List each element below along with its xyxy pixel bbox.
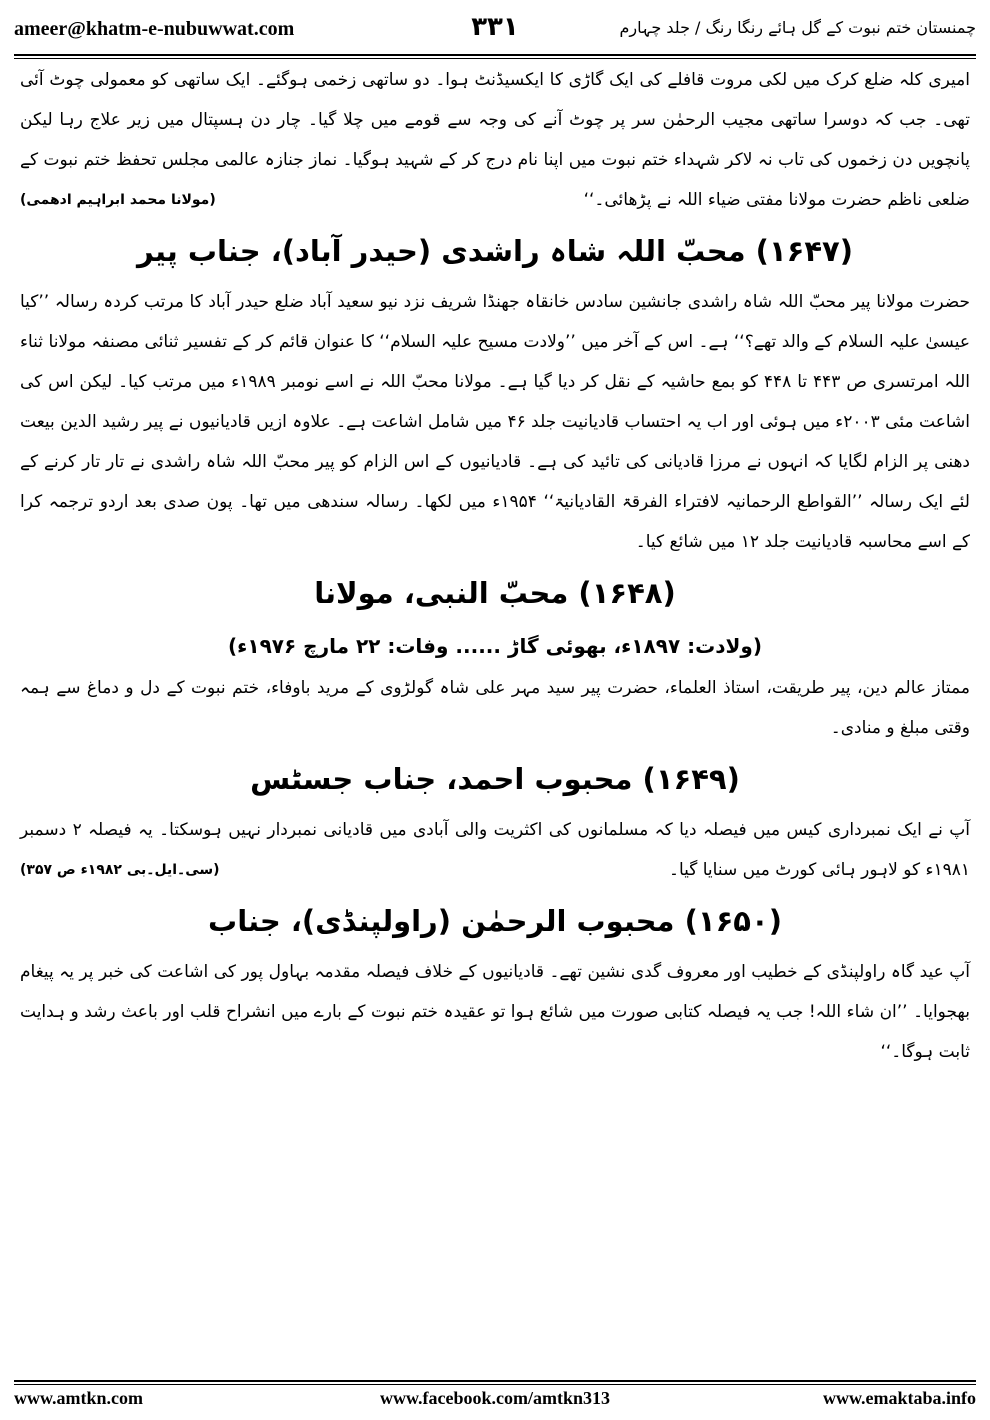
intro-citation: (مولانا محمد ابراہیم ادھمی)	[20, 192, 216, 208]
footer-link-emaktaba[interactable]: www.emaktaba.info	[822, 1388, 976, 1408]
entry-paragraph-1650: آپ عید گاہ راولپنڈی کے خطیب اور معروف گدی نشین تھے۔ قادیانیوں کے خلاف فیصلہ مقدمہ بہاول پور کی اشاعت کی خبر پر یہ پیغام بھجوایا۔ ’’ان شاء اللہ! جب یہ فیصلہ کتابی صورت میں شائع ہوا تو عقیدہ ختم نبوت کے بارے میں انشراح قلب اور باعث رشد و ہدایت ثابت ہوگا۔‘‘	[20, 962, 970, 1062]
entry-paragraph-1649	[20, 810, 970, 890]
entry-dates-1648: (ولادت: ۱۸۹۷ء، بھوئی گاڑ ...... وفات: ۲۲ مارچ ۱۹۷۶ء)	[227, 634, 762, 658]
header-rule-thin	[14, 58, 976, 59]
header-rule	[14, 54, 976, 56]
page-number: ۳۳۱	[471, 12, 519, 42]
entry-heading-1649: (۱۶۴۹) محبوب احمد، جناب جسٹس	[250, 762, 740, 796]
intro-paragraph	[20, 60, 970, 220]
page-body	[20, 60, 970, 1072]
header-email: ameer@khatm-e-nubuwwat.com	[14, 18, 295, 40]
intro-text: امیری کلہ ضلع کرک میں لکی مروت قافلے کی ایک گاڑی کا ایکسیڈنٹ ہوا۔ دو ساتھی زخمی ہوگئے۔ ایک ساتھی کو معمولی چوٹ آئی تھی۔ جب کہ دوسرا ساتھی مجیب الرحمٰن سر پر چوٹ آنے کی وجہ سے قومے میں چلا گیا۔ چار دن ہسپتال میں زیر علاج رہا لیکن پانچویں دن زخموں کی تاب نہ لاکر شہداء ختم نبوت میں اپنا نام درج کر کے شہید ہوگیا۔ نماز جنازہ عالمی مجلس تحفظ ختم نبوت کے ضلعی ناظم حضرت مولانا مفتی ضیاء اللہ نے پڑھائی۔‘‘	[20, 70, 970, 210]
entry-paragraph-1647: حضرت مولانا پیر محبّ اللہ شاہ راشدی جانشین سادس خانقاہ جھنڈا شریف نزد نیو سعید آباد ضلع حیدر آباد کا مرتب کردہ رسالہ ’’کیا عیسیٰ علیہ السلام کے والد تھے؟‘‘ ہے۔ اس کے آخر میں ’’ولادت مسیح علیہ السلام‘‘ کا عنوان قائم کر کے تفسیر ثنائی مصنفہ مولانا ثناء اللہ امرتسری ص ۴۴۳ تا ۴۴۸ کو بمع حاشیہ کے نقل کر دیا گیا ہے۔ مولانا محبّ اللہ نے اسے نومبر ۱۹۸۹ء میں مرتب کیا۔ لیکن اس کی اشاعت مئی ۲۰۰۳ء میں ہوئی اور اب یہ احتساب قادیانیت جلد ۴۶ میں شامل اشاعت ہے۔ علاوہ ازیں قادیانیوں نے پیر رشید الدین بیعت دھنی پر الزام لگایا کہ انہوں نے مرزا قادیانی کی تائید کی ہے۔ قادیانیوں کے اس الزام کو پیر محبّ اللہ شاہ راشدی نے تار تار کرنے کے لئے ایک رسالہ ’’القواطع الرحمانیہ لافتراء الفرقۃ القادیانیۃ‘‘ ۱۹۵۴ء میں لکھا۔ رسالہ سندھی میں تھا۔ پون صدی بعد اردو ترجمہ کرا کے اسے محاسبہ قادیانیت جلد ۱۲ میں شائع کیا۔	[20, 292, 971, 552]
book-title: چمنستان ختم نبوت کے گل ہائے رنگا رنگ / جلد چہارم	[619, 18, 976, 37]
entry-heading-1647: (۱۶۴۷) محبّ اللہ شاہ راشدی (حیدر آباد)، جناب پیر	[136, 234, 854, 268]
footer-link-amtkn[interactable]: www.amtkn.com	[14, 1388, 143, 1408]
entry-citation-1649: (سی۔ایل۔بی ۱۹۸۲ء ص ۳۵۷)	[20, 862, 220, 878]
page-header	[14, 10, 976, 50]
entry-paragraph-1648: ممتاز عالم دین، پیر طریقت، استاذ العلماء، حضرت پیر سید مہر علی شاہ گولڑوی کے مرید باوفاء، ختم نبوت کے دل و دماغ سے ہمہ وقتی مبلغ و منادی۔	[20, 678, 970, 738]
footer-link-facebook[interactable]: www.facebook.com/amtkn313	[380, 1388, 610, 1408]
entry-text-1649: آپ نے ایک نمبرداری کیس میں فیصلہ دیا کہ مسلمانوں کی اکثریت والی آبادی میں قادیانی نمبردار نہیں ہوسکتا۔ یہ فیصلہ ۲ دسمبر ۱۹۸۱ء کو لاہور ہائی کورٹ میں سنایا گیا۔	[20, 820, 971, 880]
entry-heading-1650: (۱۶۵۰) محبوب الرحمٰن (راولپنڈی)، جناب	[208, 904, 782, 938]
footer-rule-thin	[14, 1384, 976, 1385]
footer-rule	[14, 1380, 976, 1382]
page-footer	[14, 1388, 976, 1414]
entry-heading-1648: (۱۶۴۸) محبّ النبی، مولانا	[314, 576, 676, 610]
